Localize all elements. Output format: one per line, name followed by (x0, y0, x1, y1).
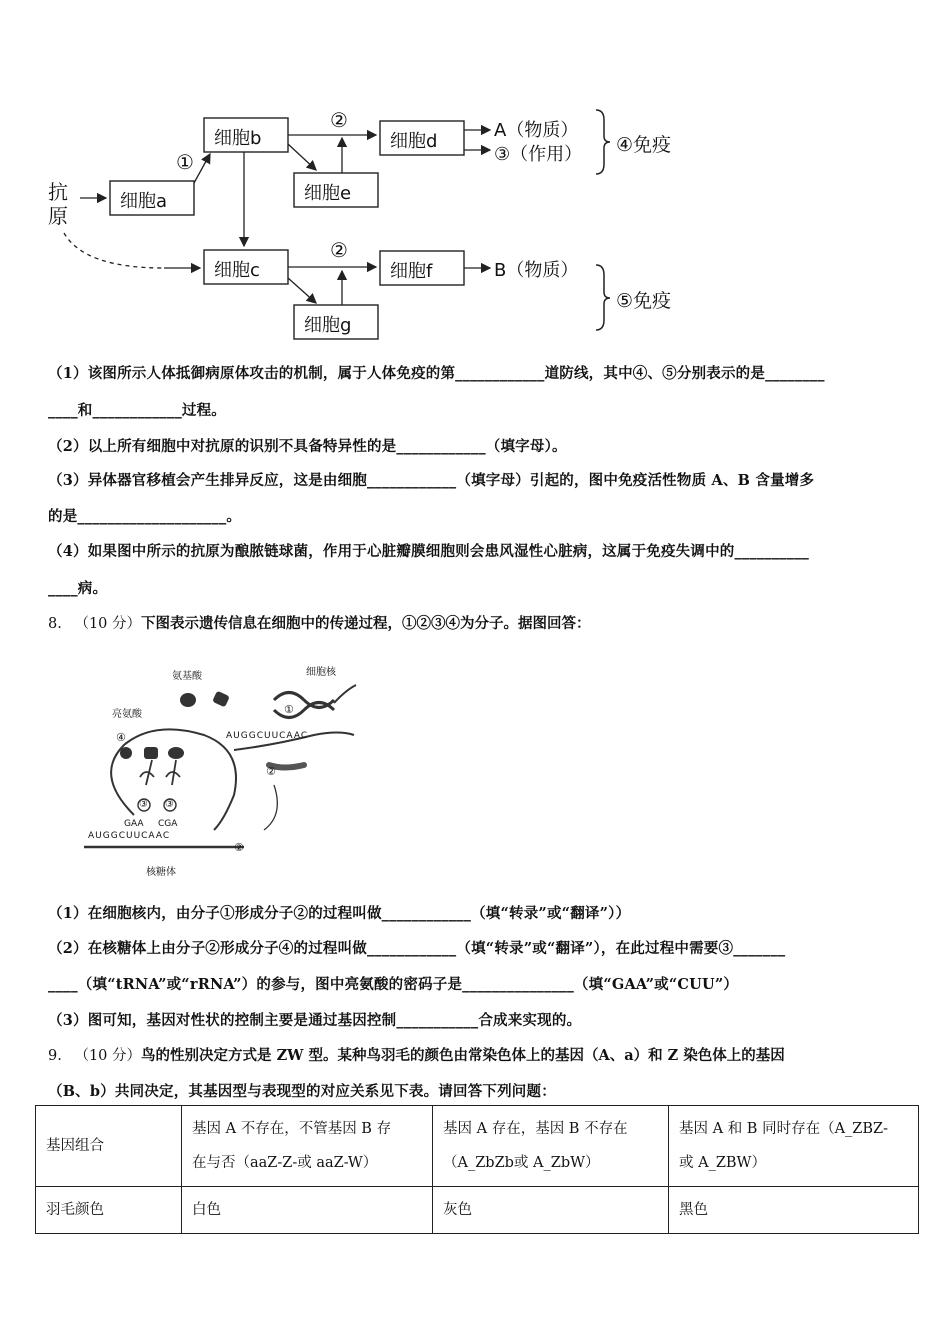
label-4: ④ (116, 731, 126, 744)
q8-part1: （1）在细胞核内，由分子①形成分子②的过程叫做____________（填“转录”或“翻译”）） (48, 905, 631, 922)
immunity-4-label: ④免疫 (616, 134, 672, 156)
color-black: 黑色 (669, 1187, 919, 1234)
cell-c-label: 细胞c (214, 260, 260, 281)
q9-number: 9. (48, 1048, 62, 1064)
label-3a: ③ (139, 799, 148, 810)
antigen-label-char2: 原 (48, 204, 68, 228)
cell-e-label: 细胞e (304, 183, 352, 204)
genotype-table (35, 1105, 919, 1234)
q7-part4-line1: （4）如果图中所示的抗原为酿脓链球菌，作用于心脏瓣膜细胞则会患风湿性心脏病，这属于免疫失调中的__________ (48, 543, 809, 560)
leucine-label: 亮氨酸 (112, 709, 142, 720)
table-row (36, 1106, 919, 1187)
q7-part3-line1: （3）异体器官移植会产生排异反应，这是由细胞____________（填字母）引起的，图中免疫活性物质 A、B 含量增多 (48, 472, 815, 489)
amino-acid-label: 氨基酸 (172, 671, 202, 682)
ribosome-label: 核糖体 (146, 867, 176, 878)
col1-line2: 在与否（aaZ-Z-或 aaZ-W） (192, 1155, 378, 1171)
q8-part3: （3）图可知，基因对性状的控制主要是通过基因控制___________合成来实现的。 (48, 1012, 582, 1029)
q7-part4-line2: ____病。 (48, 580, 108, 597)
col1-line1: 基因 A 不存在，不管基因 B 存 (192, 1121, 392, 1137)
q9-heading (48, 1044, 785, 1065)
anticodon-1-label: GAA (124, 819, 144, 829)
label-2a: ② (266, 765, 276, 778)
mrna-top-sequence: AUGGCUUCAAC (226, 731, 309, 741)
q9-score: （10 分） (74, 1048, 142, 1064)
q9-stem-line1: 鸟的性别决定方式是 ZW 型。某种鸟羽毛的颜色由常染色体上的基因（A、a）和 Z 染色体上的基因 (141, 1047, 785, 1064)
col2-line2: （A_ZbZb或 A_ZbW） (443, 1155, 600, 1171)
label-3b: ③ (165, 799, 174, 810)
cell-a-label: 细胞a (120, 191, 168, 212)
q8-part2-line1: （2）在核糖体上由分子②形成分子④的过程叫做____________（填“转录”或“翻译”），在此过程中需要③_______ (48, 940, 786, 957)
col3-line2: 或 A_ZBW） (679, 1155, 766, 1171)
immune-diagram (44, 98, 710, 343)
color-white: 白色 (182, 1187, 433, 1234)
output-b-label: B（物质） (494, 260, 579, 281)
step2-top-label: ② (330, 108, 348, 132)
cell-b-label: 细胞b (214, 128, 262, 149)
q8-stem: 下图表示遗传信息在细胞中的传递过程，①②③④为分子。据图回答： (141, 615, 591, 632)
step2-bottom-label: ② (330, 238, 348, 262)
col2-line1: 基因 A 存在，基因 B 不存在 (443, 1121, 628, 1137)
color-gray: 灰色 (433, 1187, 669, 1234)
row1-header: 基因组合 (36, 1106, 182, 1187)
label-1: ① (284, 703, 294, 716)
row2-header: 羽毛颜色 (36, 1187, 182, 1234)
output-a-label: A（物质） (494, 120, 579, 141)
anticodon-2-label: CGA (158, 819, 178, 829)
translation-diagram (84, 655, 384, 885)
q8-score: （10 分） (74, 616, 142, 632)
label-2b: ② (234, 841, 244, 854)
q7-part2: （2）以上所有细胞中对抗原的识别不具备特异性的是____________（填字母）。 (48, 438, 567, 455)
immunity-5-label: ⑤免疫 (616, 290, 672, 312)
q7-part3-line2: 的是____________________。 (48, 508, 242, 525)
col3-header (669, 1106, 919, 1187)
q8-heading (48, 612, 591, 633)
q8-part2-line2: ____（填“tRNA”或“rRNA”）的参与，图中亮氨酸的密码子是_______________（填“GAA”或“CUU”） (48, 976, 739, 993)
antigen-label-char1: 抗 (48, 180, 68, 204)
table-row (36, 1187, 919, 1234)
nucleus-label: 细胞核 (306, 667, 336, 678)
q7-part1-line1: （1）该图所示人体抵御病原体攻击的机制，属于人体免疫的第____________道防线，其中④、⑤分别表示的是________ (48, 365, 825, 382)
output-3-label: ③（作用） (494, 144, 583, 165)
cell-d-label: 细胞d (390, 131, 438, 152)
col1-header (182, 1106, 433, 1187)
step1-label: ① (176, 150, 194, 174)
mrna-bottom-sequence: AUGGCUUCAAC (88, 831, 171, 841)
q7-part1-line2: ____和____________过程。 (48, 402, 226, 419)
col2-header (433, 1106, 669, 1187)
q8-number: 8. (48, 616, 62, 632)
q9-stem-line2: （B、b）共同决定，其基因型与表现型的对应关系见下表。请回答下列问题： (48, 1083, 556, 1100)
col3-line1: 基因 A 和 B 同时存在（A_ZBZ- (679, 1121, 888, 1137)
cell-g-label: 细胞g (304, 315, 352, 336)
cell-f-label: 细胞f (390, 261, 433, 282)
